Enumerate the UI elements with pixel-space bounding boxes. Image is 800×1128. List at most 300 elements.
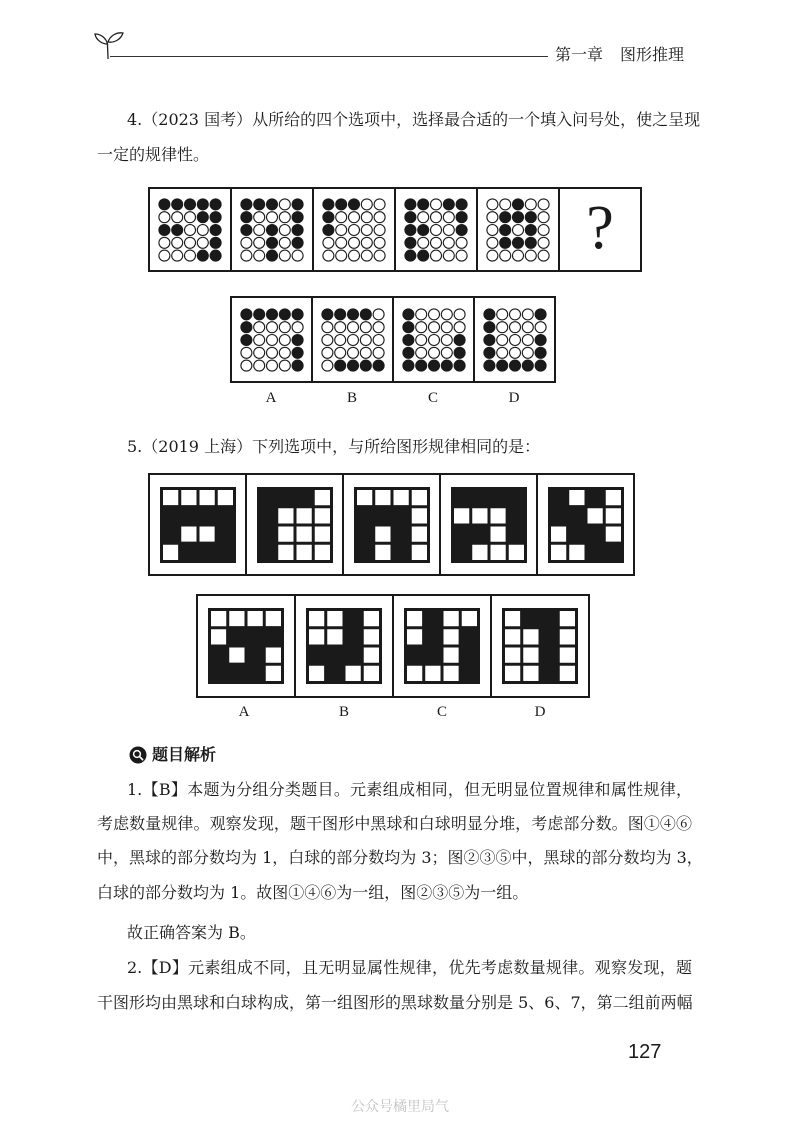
white-square	[407, 611, 422, 626]
white-square	[411, 490, 426, 505]
black-circle	[347, 360, 358, 371]
analysis-line-2: 考虑数量规律。观察发现，题干图形中黑球和白球明显分堆，考虑部分数。图①④⑥	[97, 814, 692, 833]
black-square	[520, 608, 541, 629]
white-square	[505, 648, 520, 663]
white-square	[327, 611, 342, 626]
black-circle	[456, 224, 467, 235]
white-square	[357, 490, 372, 505]
white-circle	[443, 237, 454, 248]
q4-option-a-grid	[240, 308, 304, 372]
white-square	[375, 526, 390, 541]
white-circle	[454, 308, 465, 319]
white-square	[411, 544, 426, 559]
white-circle	[323, 237, 334, 248]
black-circle	[402, 360, 413, 371]
white-square	[472, 508, 487, 523]
white-circle	[360, 334, 371, 345]
white-square	[346, 666, 361, 681]
q4-option-d-grid	[483, 308, 547, 372]
black-square	[459, 645, 480, 666]
white-circle	[487, 250, 498, 261]
black-circle	[418, 224, 429, 235]
black-circle	[483, 321, 494, 332]
analysis-line-1: 1.【B】本题为分组分类题目。元素组成相同，但无明显位置规律和属性规律，	[127, 780, 692, 799]
white-square	[560, 666, 575, 681]
black-square	[208, 645, 229, 666]
q5-option-a-grid	[208, 608, 284, 684]
white-circle	[373, 334, 384, 345]
white-circle	[522, 334, 533, 345]
white-circle	[415, 334, 426, 345]
q5-figure-5	[536, 473, 635, 576]
white-circle	[321, 347, 332, 358]
white-circle	[431, 211, 442, 222]
black-square	[178, 505, 199, 526]
white-circle	[361, 237, 372, 248]
white-circle	[240, 347, 251, 358]
white-circle	[374, 224, 385, 235]
black-circle	[496, 360, 507, 371]
black-circle	[210, 211, 221, 222]
q5-option-a-label: A	[238, 704, 250, 720]
black-square	[275, 487, 296, 508]
q5-option-c-grid	[404, 608, 480, 684]
white-circle	[253, 334, 264, 345]
q4-figure-4	[394, 187, 478, 272]
white-circle	[525, 198, 536, 209]
black-square	[257, 487, 278, 508]
black-circle	[535, 308, 546, 319]
white-square	[163, 544, 178, 559]
black-circle	[428, 360, 439, 371]
white-square	[505, 629, 520, 644]
white-circle	[279, 237, 290, 248]
white-circle	[456, 250, 467, 261]
black-square	[390, 541, 411, 562]
black-circle	[266, 308, 277, 319]
white-square	[309, 666, 324, 681]
white-circle	[279, 360, 290, 371]
white-circle	[525, 250, 536, 261]
black-circle	[292, 198, 303, 209]
black-square	[539, 626, 560, 647]
white-circle	[415, 308, 426, 319]
white-circle	[172, 211, 183, 222]
q5-text: 5.（2019 上海）下列选项中，与所给图形规律相同的是：	[127, 437, 541, 456]
black-square	[404, 645, 425, 666]
white-circle	[509, 321, 520, 332]
white-circle	[443, 224, 454, 235]
white-square	[199, 490, 214, 505]
black-circle	[185, 198, 196, 209]
black-square	[306, 645, 327, 666]
black-square	[196, 505, 217, 526]
black-circle	[454, 360, 465, 371]
white-square	[375, 544, 390, 559]
white-square	[211, 629, 226, 644]
q4-question-box	[558, 187, 642, 272]
q4-option-b-grid	[321, 308, 385, 372]
black-square	[160, 505, 181, 526]
white-square	[296, 526, 311, 541]
q4-text-line-2: 一定的规律性。	[97, 145, 210, 164]
white-circle	[266, 321, 277, 332]
q5-option-b-label: B	[338, 704, 349, 720]
black-circle	[172, 224, 183, 235]
white-square	[327, 629, 342, 644]
q5-figure-2-grid	[257, 487, 333, 563]
white-square	[523, 666, 538, 681]
black-circle	[197, 198, 208, 209]
white-circle	[441, 321, 452, 332]
white-circle	[431, 224, 442, 235]
white-circle	[513, 224, 524, 235]
black-circle	[241, 211, 252, 222]
black-circle	[241, 224, 252, 235]
analysis-icon	[129, 746, 147, 764]
chapter-label: 第一章	[555, 45, 604, 64]
white-circle	[374, 237, 385, 248]
black-circle	[483, 360, 494, 371]
white-circle	[347, 321, 358, 332]
black-square	[257, 505, 278, 526]
q4-option-c-label: C	[427, 390, 438, 406]
black-square	[566, 523, 587, 544]
white-circle	[254, 250, 265, 261]
black-square	[354, 523, 375, 544]
black-circle	[513, 198, 524, 209]
black-circle	[525, 211, 536, 222]
q4-option-a	[230, 296, 313, 383]
white-square	[181, 490, 196, 505]
black-square	[459, 626, 480, 647]
black-circle	[172, 198, 183, 209]
white-circle	[241, 237, 252, 248]
white-circle	[361, 198, 372, 209]
q4-option-d	[473, 296, 556, 383]
black-circle	[334, 360, 345, 371]
white-circle	[538, 250, 549, 261]
white-circle	[441, 347, 452, 358]
q5-figure-1	[148, 473, 247, 576]
black-circle	[535, 360, 546, 371]
white-circle	[254, 237, 265, 248]
white-circle	[487, 224, 498, 235]
black-circle	[240, 321, 251, 332]
black-square	[548, 487, 569, 508]
black-circle	[360, 308, 371, 319]
white-circle	[266, 360, 277, 371]
black-square	[372, 505, 393, 526]
white-circle	[253, 347, 264, 358]
white-square	[551, 544, 566, 559]
black-square	[422, 608, 443, 629]
white-circle	[500, 198, 511, 209]
black-circle	[483, 334, 494, 345]
black-circle	[323, 211, 334, 222]
white-circle	[441, 334, 452, 345]
black-circle	[402, 334, 413, 345]
black-circle	[405, 211, 416, 222]
white-square	[181, 526, 196, 541]
white-square	[444, 611, 459, 626]
white-circle	[172, 250, 183, 261]
white-circle	[185, 237, 196, 248]
black-square	[160, 523, 181, 544]
white-circle	[360, 347, 371, 358]
black-circle	[405, 237, 416, 248]
white-square	[163, 490, 178, 505]
white-square	[211, 611, 226, 626]
black-circle	[159, 198, 170, 209]
black-square	[451, 523, 472, 544]
white-square	[278, 544, 293, 559]
black-square	[293, 487, 314, 508]
white-circle	[334, 334, 345, 345]
black-circle	[405, 224, 416, 235]
white-circle	[240, 360, 251, 371]
white-square	[444, 629, 459, 644]
white-circle	[279, 250, 290, 261]
black-square	[469, 523, 490, 544]
black-circle	[292, 308, 303, 319]
white-square	[605, 508, 620, 523]
white-square	[605, 490, 620, 505]
white-circle	[374, 198, 385, 209]
white-square	[444, 648, 459, 663]
header-rule	[110, 56, 548, 57]
analysis-line-7: 干图形均由黑球和白球构成，第一组图形的黑球数量分别是 5、6、7，第二组前两幅	[97, 993, 693, 1012]
white-circle	[334, 321, 345, 332]
black-square	[343, 608, 364, 629]
white-circle	[456, 237, 467, 248]
black-square	[584, 523, 605, 544]
black-square	[548, 505, 569, 526]
black-circle	[159, 224, 170, 235]
black-circle	[513, 237, 524, 248]
black-circle	[405, 198, 416, 209]
white-square	[605, 526, 620, 541]
black-square	[214, 523, 235, 544]
white-square	[569, 544, 584, 559]
black-square	[539, 663, 560, 684]
black-square	[208, 663, 229, 684]
white-square	[569, 490, 584, 505]
black-circle	[402, 321, 413, 332]
black-circle	[483, 308, 494, 319]
white-square	[425, 666, 440, 681]
q5-figure-3-grid	[354, 487, 430, 563]
white-circle	[428, 321, 439, 332]
black-circle	[254, 198, 265, 209]
white-circle	[428, 334, 439, 345]
black-circle	[279, 308, 290, 319]
white-square	[407, 629, 422, 644]
q5-option-d-grid	[502, 608, 578, 684]
black-circle	[253, 308, 264, 319]
white-circle	[361, 250, 372, 261]
white-square	[364, 611, 379, 626]
white-square	[266, 611, 281, 626]
white-square	[314, 544, 329, 559]
white-square	[411, 526, 426, 541]
black-circle	[418, 198, 429, 209]
white-circle	[496, 308, 507, 319]
white-circle	[431, 250, 442, 261]
white-circle	[349, 211, 360, 222]
question-mark: ?	[586, 193, 614, 262]
white-circle	[360, 321, 371, 332]
white-circle	[321, 360, 332, 371]
q5-figure-3	[342, 473, 441, 576]
black-circle	[456, 198, 467, 209]
white-circle	[336, 250, 347, 261]
black-circle	[347, 308, 358, 319]
white-square	[490, 544, 505, 559]
black-circle	[500, 237, 511, 248]
black-square	[602, 541, 623, 562]
white-circle	[509, 308, 520, 319]
white-circle	[336, 237, 347, 248]
black-square	[343, 645, 364, 666]
white-square	[309, 611, 324, 626]
black-circle	[323, 198, 334, 209]
white-square	[296, 544, 311, 559]
white-circle	[418, 211, 429, 222]
white-square	[278, 526, 293, 541]
white-square	[266, 666, 281, 681]
white-circle	[496, 321, 507, 332]
white-circle	[487, 237, 498, 248]
black-circle	[292, 224, 303, 235]
white-square	[199, 526, 214, 541]
white-circle	[266, 347, 277, 358]
black-square	[469, 487, 490, 508]
q5-option-b	[294, 594, 394, 698]
q5-option-d-label: D	[534, 704, 546, 720]
white-circle	[509, 334, 520, 345]
white-square	[411, 508, 426, 523]
page-number: 127	[628, 1041, 662, 1063]
q4-figure-5-grid	[486, 198, 550, 262]
black-square	[324, 645, 345, 666]
black-square	[459, 663, 480, 684]
black-circle	[402, 347, 413, 358]
black-circle	[292, 347, 303, 358]
black-square	[354, 541, 375, 562]
white-circle	[254, 211, 265, 222]
black-circle	[292, 211, 303, 222]
white-circle	[253, 321, 264, 332]
white-square	[508, 544, 523, 559]
q4-option-c	[392, 296, 475, 383]
black-circle	[267, 250, 278, 261]
white-circle	[197, 224, 208, 235]
black-circle	[509, 360, 520, 371]
white-square	[462, 611, 477, 626]
black-circle	[292, 334, 303, 345]
white-circle	[279, 334, 290, 345]
white-circle	[266, 334, 277, 345]
white-square	[229, 611, 244, 626]
white-square	[587, 508, 602, 523]
white-circle	[454, 321, 465, 332]
q5-option-a	[196, 594, 296, 698]
black-circle	[197, 211, 208, 222]
white-circle	[159, 250, 170, 261]
white-circle	[522, 347, 533, 358]
white-square	[505, 611, 520, 626]
black-square	[539, 608, 560, 629]
analysis-line-3: 中，黑球的部分数均为 1，白球的部分数均为 3；图②③⑤中，黑球的部分数均为 3，	[97, 848, 703, 867]
white-circle	[349, 237, 360, 248]
black-circle	[267, 224, 278, 235]
q4-option-d-label: D	[508, 390, 520, 406]
q4-option-b	[311, 296, 394, 383]
black-circle	[418, 250, 429, 261]
white-square	[490, 526, 505, 541]
white-circle	[279, 198, 290, 209]
white-circle	[279, 347, 290, 358]
black-square	[505, 487, 526, 508]
white-circle	[267, 211, 278, 222]
black-circle	[267, 198, 278, 209]
white-circle	[522, 321, 533, 332]
white-circle	[513, 250, 524, 261]
black-circle	[197, 250, 208, 261]
white-circle	[185, 224, 196, 235]
white-circle	[373, 321, 384, 332]
white-circle	[336, 224, 347, 235]
black-circle	[415, 360, 426, 371]
black-square	[451, 487, 472, 508]
black-square	[566, 505, 587, 526]
q5-figure-5-grid	[548, 487, 624, 563]
white-circle	[336, 211, 347, 222]
black-circle	[240, 334, 251, 345]
q5-option-c-label: C	[436, 704, 447, 720]
q4-figure-1-grid	[158, 198, 222, 262]
q4-figure-3-grid	[322, 198, 386, 262]
white-circle	[500, 250, 511, 261]
black-square	[245, 645, 266, 666]
white-circle	[443, 250, 454, 261]
black-circle	[373, 360, 384, 371]
black-circle	[241, 198, 252, 209]
white-circle	[374, 211, 385, 222]
black-square	[390, 505, 411, 526]
q5-figure-2	[245, 473, 344, 576]
white-square	[266, 648, 281, 663]
white-square	[229, 648, 244, 663]
black-circle	[321, 308, 332, 319]
q5-option-d	[490, 594, 590, 698]
white-circle	[373, 308, 384, 319]
white-circle	[321, 321, 332, 332]
q4-figure-2-grid	[240, 198, 304, 262]
q4-option-c-grid	[402, 308, 466, 372]
white-circle	[279, 321, 290, 332]
black-circle	[210, 224, 221, 235]
white-circle	[185, 250, 196, 261]
white-circle	[431, 198, 442, 209]
white-circle	[496, 347, 507, 358]
white-circle	[374, 250, 385, 261]
q4-figure-5	[476, 187, 560, 272]
black-square	[390, 523, 411, 544]
black-circle	[210, 237, 221, 248]
q4-option-a-label: A	[265, 390, 277, 406]
